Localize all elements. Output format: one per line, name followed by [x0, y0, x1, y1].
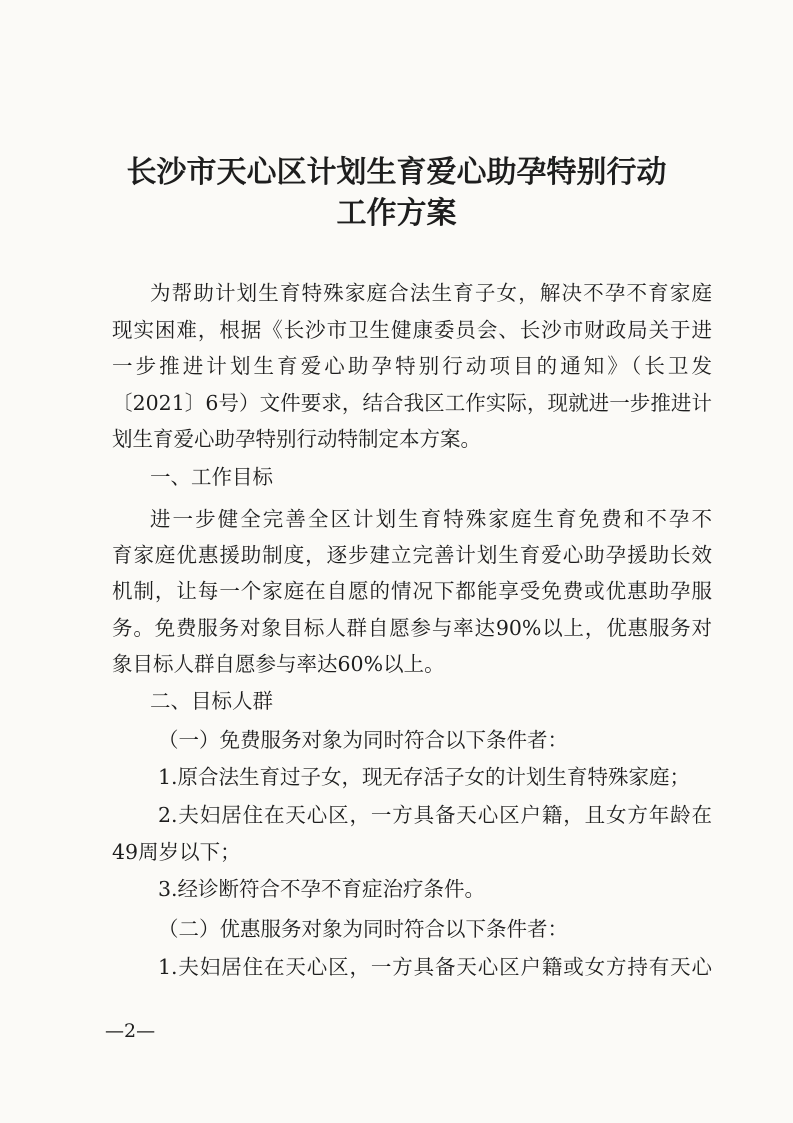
- paragraph-line: 为帮助计划生育特殊家庭合法生育子女，解决不孕不育家庭: [150, 281, 712, 305]
- paragraph-line: 务。免费服务对象目标人群自愿参与率达90%以上，优惠服务对: [112, 616, 712, 640]
- section-heading-target-groups: 二、目标人群: [150, 689, 273, 713]
- paragraph-line: 划生育爱心助孕特别行动特制定本方案。: [112, 427, 481, 451]
- list-item: 3.经诊断符合不孕不育症治疗条件。: [158, 877, 486, 901]
- section-heading-goals: 一、工作目标: [150, 465, 273, 489]
- paragraph-line: 机制，让每一个家庭在自愿的情况下都能享受免费或优惠助孕服: [112, 579, 712, 603]
- list-item: 1.夫妇居住在天心区，一方具备天心区户籍或女方持有天心: [158, 955, 712, 979]
- paragraph-line: 进一步健全完善全区计划生育特殊家庭生育免费和不孕不: [150, 507, 712, 531]
- paragraph-line: 〔2021〕6号）文件要求，结合我区工作实际，现就进一步推进计: [112, 391, 712, 415]
- list-item-continuation: 49周岁以下；: [112, 840, 241, 864]
- paragraph-line: 现实困难，根据《长沙市卫生健康委员会、长沙市财政局关于进: [112, 318, 712, 342]
- subsection-heading-free-service: （一）免费服务对象为同时符合以下条件者：: [158, 728, 568, 752]
- paragraph-line: 一步推进计划生育爱心助孕特别行动项目的通知》（长卫发: [112, 354, 712, 378]
- page-number: —2—: [105, 1020, 156, 1042]
- paragraph-line: 象目标人群自愿参与率达60%以上。: [112, 652, 445, 676]
- list-item: 1.原合法生育过子女，现无存活子女的计划生育特殊家庭；: [158, 765, 691, 789]
- document-title-line-1: 长沙市天心区计划生育爱心助孕特别行动: [126, 155, 667, 190]
- document-title-line-2: 工作方案: [336, 196, 457, 231]
- subsection-heading-discount-service: （二）优惠服务对象为同时符合以下条件者：: [158, 917, 568, 941]
- list-item: 2.夫妇居住在天心区，一方具备天心区户籍，且女方年龄在: [158, 803, 712, 827]
- paragraph-line: 育家庭优惠援助制度，逐步建立完善计划生育爱心助孕援助长效: [112, 543, 712, 567]
